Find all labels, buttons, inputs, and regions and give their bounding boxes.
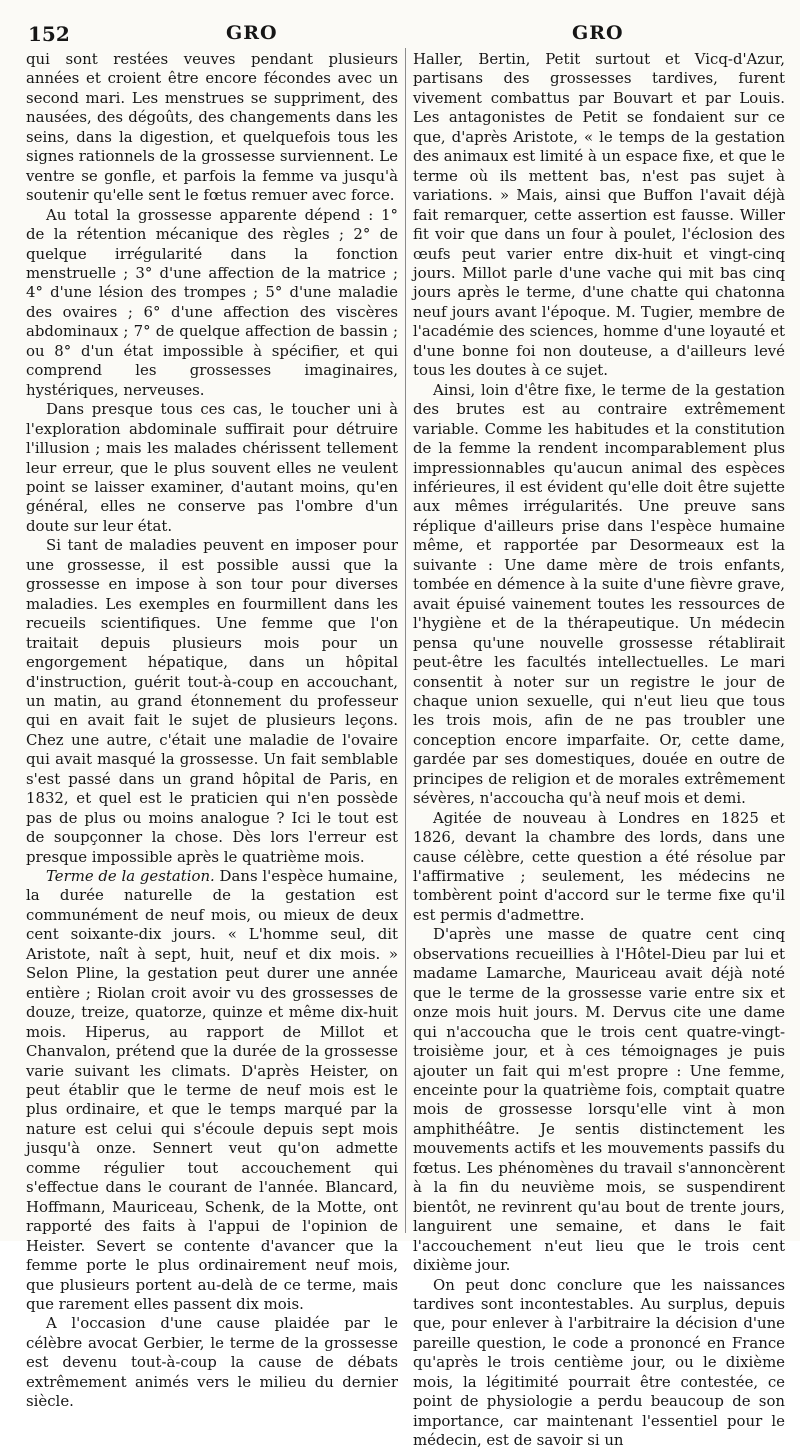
paragraph: Haller, Bertin, Petit surtout et Vicq-d'Azur, partisans des grossesses tardives, furent vivement combattus par Bouvart et par Louis. Les antagonistes de Petit se fondaient sur ce que, d'après Aristote, « le temps de la gestation des animaux est limité à un espace fixe, et que le terme où ils mettent bas, n'est pas sujet à variations. » Mais, ainsi que Buffon l'avait déjà fait remarquer, cette assertion est fausse. Willer fit voir que dans un four à poulet, l'éclosion des œufs peut varier entre dix-huit et vingt-cinq jours. Millot parle d'une vache qui mit bas cinq jours après le terme, d'une chatte qui chatonna neuf jours avant l'époque. M. Tugier, membre de l'académie des sciences, homme d'une loyauté et d'une bonne foi non douteuse, a d'ailleurs levé tous les doutes à ce sujet.	[413, 50, 785, 380]
paragraph: Dans presque tous ces cas, le toucher uni à l'exploration abdominale suffirait pour détruire l'illusion ; mais les malades chérissent tellement leur erreur, que le plus souvent elles ne veulent point se laisser examiner, d'autant moins, qu'en général, elles ne conserve pas l'ombre d'un doute sur leur état.	[26, 400, 398, 535]
paragraph-terme-gestation	[26, 867, 398, 1314]
page-header	[28, 22, 772, 46]
paragraph: Agitée de nouveau à Londres en 1825 et 1826, devant la chambre des lords, dans une cause célèbre, cette question a été résolue par l'affirmative ; seulement, les médecins ne tombèrent point d'accord sur le terme fixe qu'il est permis d'admettre.	[413, 808, 785, 924]
paragraph: qui sont restées veuves pendant plusieurs années et croient être encore fécondes avec un second mari. Les menstrues se suppriment, des nausées, des dégoûts, des changements dans les seins, dans la digestion, et quelquefois tous les signes rationnels de la grossesse surviennent. Le ventre se gonfle, et parfois la femme va jusqu'à soutenir qu'elle sent le fœtus remuer avec force.	[26, 50, 398, 205]
paragraph: Si tant de maladies peuvent en imposer pour une grossesse, il est possible aussi que la grossesse en impose à son tour pour diverses maladies. Les exemples en fourmillent dans les recueils scientifiques. Une femme que l'on traitait depuis plusieurs mois pour un engorgement hépatique, dans un hôpital d'instruction, guérit tout-à-coup en accouchant, un matin, au grand étonnement du professeur qui en avait fait le sujet de plusieurs leçons. Chez une autre, c'était une maladie de l'ovaire qui avait masqué la grossesse. Un fait semblable s'est passé dans un grand hôpital de Paris, en 1832, et quel est le praticien qui n'en possède pas de plus ou moins analogue ? Ici le tout est de soupçonner la chose. Dès lors l'erreur est presque impossible après le quatrième mois.	[26, 536, 398, 866]
left-column	[26, 50, 398, 1411]
running-head-left: GRO	[226, 22, 278, 44]
paragraph: Au total la grossesse apparente dépend : 1° de la rétention mécanique des règles ; 2° de quelque irrégularité dans la fonction menstruelle ; 3° d'une affection de la matrice ; 4° d'une lésion des trompes ; 5° d'une maladie des ovaires ; 6° d'une affection des viscères abdominaux ; 7° de quelque affection de bassin ; ou 8° d'un état impossible à spécifier, et qui comprend les grossesses imaginaires, hystériques, nerveuses.	[26, 205, 398, 399]
right-column	[413, 50, 786, 1450]
running-head-right: GRO	[572, 22, 624, 44]
page-number: 152	[28, 22, 70, 46]
paragraph-body: Dans l'espèce humaine, la durée naturelle de la gestation est communément de neuf mois, ou mieux de deux cent soixante-dix jours. « L'homme seul, dit Aristote, naît à sept, huit, neuf et dix mois. » Selon Pline, la gestation peut durer une année entière ; Riolan croit avoir vu des grossesses de douze, treize, quatorze, quinze et même dix-huit mois. Hiperus, au rapport de Millot et Chanvalon, prétend que la durée de la grossesse varie suivant les climats. D'après Heister, on peut établir que le terme de neuf mois est le plus ordinaire, et que le temps marqué par la nature est celui qui s'écoule depuis sept mois jusqu'à onze. Sennert veut qu'on admette comme régulier tout accouchement qui s'effectue dans le courant de l'année. Blancard, Hoffmann, Mauriceau, Schenk, de la Motte, ont rapporté des faits à l'appui de l'opinion de Heister. Severt se contente d'avancer que la femme porte le plus ordinairement neuf mois, que plusieurs portent au-delà de ce terme, mais que rarement elles passent dix mois.	[26, 867, 398, 1313]
section-heading-inline: Terme de la gestation.	[46, 867, 215, 886]
column-divider	[405, 48, 406, 1233]
paragraph: D'après une masse de quatre cent cinq observations recueillies à l'Hôtel-Dieu par lui et madame Lamarche, Mauriceau avait déjà noté que le terme de la grossesse varie entre six et onze mois huit jours. M. Dervus cite une dame qui n'accoucha que le trois cent quatre-vingt-troisième jour, et à ces témoignages je puis ajouter un fait qui m'est propre : Une femme, enceinte pour la quatrième fois, comptait quatre mois de grossesse lorsqu'elle vint à mon amphithéâtre. Je sentis distinctement les mouvements actifs et les mouvements passifs du fœtus. Les phénomènes du travail s'annoncèrent à la fin du neuvième mois, se suspendirent bientôt, ne revinrent qu'au bout de trente jours, languirent une semaine, et dans le fait l'accouchement n'eut lieu que le trois cent dixième jour.	[413, 925, 785, 1275]
paragraph: On peut donc conclure que les naissances tardives sont incontestables. Au surplus, depuis que, pour enlever à l'arbitraire la décision d'une pareille question, le code a prononcé en France qu'après le trois centième jour, ou le dixième mois, la légitimité pourrait être contestée, ce point de physiologie a perdu beaucoup de son importance, car maintenant l'essentiel pour le médecin, est de savoir si un	[413, 1275, 785, 1450]
paragraph: A l'occasion d'une cause plaidée par le célèbre avocat Gerbier, le terme de la grossesse est devenu tout-à-coup la cause de débats extrêmement animés vers le milieu du dernier siècle.	[26, 1314, 398, 1411]
paragraph: Ainsi, loin d'être fixe, le terme de la gestation des brutes est au contraire extrêmement variable. Comme les habitudes et la constitution de la femme la rendent incomparablement plus impressionnables qu'aucun animal des espèces inférieures, il est évident qu'elle doit être sujette aux mêmes irrégularités. Une preuve sans réplique d'ailleurs prise dans l'espèce humaine même, et rapportée par Desormeaux est la suivante : Une dame mère de trois enfants, tombée en démence à la suite d'une fièvre grave, avait épuisé vainement toutes les ressources de l'hygiène et de la thérapeutique. Un médecin pensa qu'une nouvelle grossesse rétablirait peut-être les facultés intellectuelles. Le mari consentit à noter sur un registre le jour de chaque union sexuelle, qui n'eut lieu que tous les trois mois, afin de ne pas troubler une conception encore imparfaite. Or, cette dame, gardée par ses domestiques, douée en outre de principes de religion et de morales extrêmement sévères, n'accoucha qu'à neuf mois et demi.	[413, 380, 786, 808]
